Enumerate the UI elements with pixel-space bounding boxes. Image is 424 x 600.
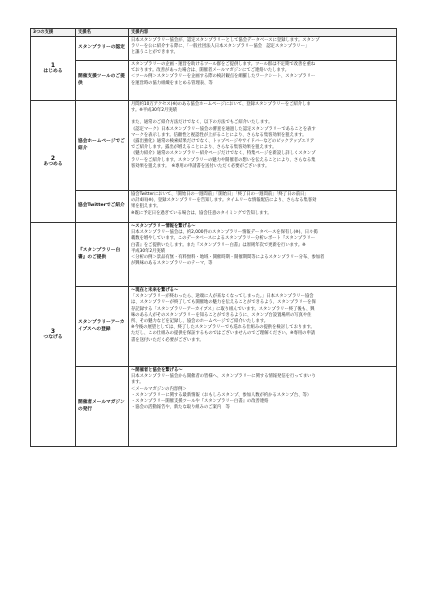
content-line: ラリーをご紹介します。スタンプラリーの魅力や開催者の想いを伝えることにより、さらなる集 xyxy=(131,157,316,163)
content-line: 月間約10万アクセス(※)のある協会ホームページにおいて、登録スタンプラリーをご紹介しま xyxy=(131,102,311,107)
table-row xyxy=(31,223,397,287)
content-line: ・協会の活動報告や、新たな取り組みのご案内 等 xyxy=(131,405,230,411)
support-name-cell: 開催支援ツールのご提供 xyxy=(76,61,129,101)
content-line: 果を狙えます。 xyxy=(131,204,161,210)
content-line: ＜ツール例＞スタンプラリーを企画する際の検討観点を網羅したワークシート、スタンプラリー xyxy=(131,74,316,80)
support-content-cell xyxy=(129,287,397,367)
support-content-cell xyxy=(129,223,397,287)
support-table xyxy=(30,28,397,447)
content-line: 日本スタンプラリー協会が、認定スタンプラリーとして協会データベースに登録します。スタンプ xyxy=(131,38,320,43)
content-line: ※既に予定日を過ぎている場合は、協会任意のタイミングで告知します。 xyxy=(131,210,272,216)
table-row xyxy=(31,191,397,223)
group-keyword: はじめる xyxy=(43,68,63,74)
content-line: 所、その魅力などを記録し、協会のホームページでご紹介いたします。 xyxy=(131,319,269,325)
content-line: ＜分析の例＞景品有無・有料無料・地域・開催時期・開催期間等によるスタンプラリー分布、参加者 xyxy=(131,255,325,261)
group-keyword: あつめる xyxy=(43,161,63,167)
content-line: は、スタンプラリーが終了しても開催地の魅力を伝えることができるよう、スタンプラリーを保 xyxy=(131,300,316,306)
content-line: す。※平成30年2月実績 xyxy=(131,108,177,114)
content-line: と謳うことができます。 xyxy=(131,50,178,56)
content-line: ※今後の展望としては、終了したスタンプラリーでも巡れる仕組みの提供を検討しております。 xyxy=(131,325,315,331)
content-line: 日本スタンプラリー協会は、約2,000件のスタンプラリー情報データベースを保有し(※)、日々掲 xyxy=(131,230,318,236)
support-group-cell xyxy=(31,37,76,101)
content-line: 載数を増やしています。このデータベースによるスタンプラリー分析レポート『スタンプラリー xyxy=(131,236,316,242)
table-row xyxy=(31,37,397,61)
content-line: 存記録する「スタンプラリーアーカイブス」に取り組んでいます。スタンプラリー終了後も、興 xyxy=(131,306,315,312)
support-name-cell: スタンプラリーの認定 xyxy=(76,37,129,61)
content-line: ・スタンプラリー開催支援ツールや『スタンプラリー白書』の改善連絡 xyxy=(131,399,269,405)
content-line: 書を送付いただく必要がございます。 xyxy=(131,337,204,343)
content-line: ラリーを公に紹介する際に、「一般社団法人日本スタンプラリー協会 認定スタンプラリー」 xyxy=(131,44,310,50)
content-line: ～開催者と協会を繋げる～ xyxy=(131,368,183,373)
support-name-cell: スタンプラリーアーカイブスへの登録 xyxy=(76,287,129,367)
support-group-cell xyxy=(31,223,76,447)
content-line: また、通常のご紹介方法だけでなく、以下の方法でもご紹介いたします。 xyxy=(131,120,273,126)
support-table-page xyxy=(30,28,397,447)
content-line: ます。 xyxy=(131,380,144,386)
content-line: が興味のあるスタンプラリーのテーマ、等 xyxy=(131,261,213,267)
content-line: ております。改善があった場合は、開催者メールマガジンにてご連絡いたします。 xyxy=(131,68,290,74)
content-line: 《魅力紹介》通常のスタンプラリー紹介ページだけでなく、特集ページを新設し詳しくスタンプ xyxy=(131,151,316,157)
content-line: 《認定マーク》日本スタンプラリー協会の審査を通過した認定スタンプラリーであることを表す xyxy=(131,126,316,132)
support-content-cell xyxy=(129,37,397,61)
table-row xyxy=(31,101,397,191)
content-line: スタンプラリーの企画・運営を助けるツール群をご提供します。ツール群は不定期で改善を重ね xyxy=(131,62,316,67)
content-line: ・スタンプラリーに関する最新情報（おもしろスタンプ、参加人数が約かるスタンプ台、等） xyxy=(131,392,312,398)
content-line: ～スタンプラリー情報を繋げる～ xyxy=(131,224,196,229)
content-line: ～現在と未来を繋げる～ xyxy=(131,288,179,293)
group-keyword: つなげる xyxy=(43,334,63,340)
table-row xyxy=(31,367,397,447)
support-name-cell: 『スタンプラリー白書』のご提供 xyxy=(76,223,129,287)
group-number: 2 xyxy=(50,154,56,162)
support-name-cell: 開催者メールマガジンの発行 xyxy=(76,367,129,447)
content-line: を運営時の協力組織をまとめる管理表、等 xyxy=(131,80,213,86)
support-content-cell xyxy=(129,101,397,191)
content-line: 客効果を狙えます。 ※専用の申請書を送付いただく必要がございます。 xyxy=(131,163,270,169)
content-line: でご紹介します。露出が増えることにより、さらなる集客効果を狙えます。 xyxy=(131,145,277,151)
content-line: 協会Twitterにおいて、「開始日の一週間前」「開始日」「終了日の一週間前」「終了日の前日」 xyxy=(131,192,309,197)
header-support-content: 支援内容 xyxy=(129,29,397,37)
content-line: 平成30年2月実績 xyxy=(131,248,165,254)
content-line: ＜メールマガジンの内容例＞ xyxy=(131,386,187,392)
support-group-cell xyxy=(31,101,76,223)
content-line: 《露出強化》通常の検索結果だけでなく、トップページやサイドバーなどのピックアップエリア xyxy=(131,139,315,145)
support-name-cell: 協会Twitterでご紹介 xyxy=(76,191,129,223)
content-line: の計4回(※)、登録スタンプラリーを告知します。タイムリーな情報配信により、さらなる集客効 xyxy=(131,198,317,204)
content-line: 白書』をご提供いたします。また『スタンプラリー白書』は原則年次で更新を行います。※ xyxy=(131,242,306,248)
support-content-cell xyxy=(129,191,397,223)
header-support-type: 3つの支援 xyxy=(31,29,76,37)
content-line: 味のある人がそのスタンプラリーを知ることができるように、スタンプ台設置場所の写真や住 xyxy=(131,312,312,318)
support-content-cell xyxy=(129,61,397,101)
content-line: 日本スタンプラリー協会から開催者の皆様へ、スタンプラリーに関する情報発信を行ってまいり xyxy=(131,374,316,380)
content-line: 「スタンプラリーが終わったら、途端に人が来なくなってしまった。」日本スタンプラリー協会 xyxy=(131,294,314,300)
content-line: マークを表示します。信頼性と視認性が上がることにより、さらなる集客効果を狙えます。 xyxy=(131,132,307,138)
table-row xyxy=(31,61,397,101)
group-number: 3 xyxy=(50,327,56,335)
support-name-cell: 協会ホームページでご紹介 xyxy=(76,101,129,191)
content-line: ただし、この仕組みの提供を保証するものではございませんのでご理解ください。※専用の申請 xyxy=(131,331,316,337)
group-number: 1 xyxy=(50,61,56,69)
support-content-cell xyxy=(129,367,397,447)
header-support-name: 支援名 xyxy=(76,29,129,37)
table-row xyxy=(31,287,397,367)
table-header-row xyxy=(31,29,397,37)
